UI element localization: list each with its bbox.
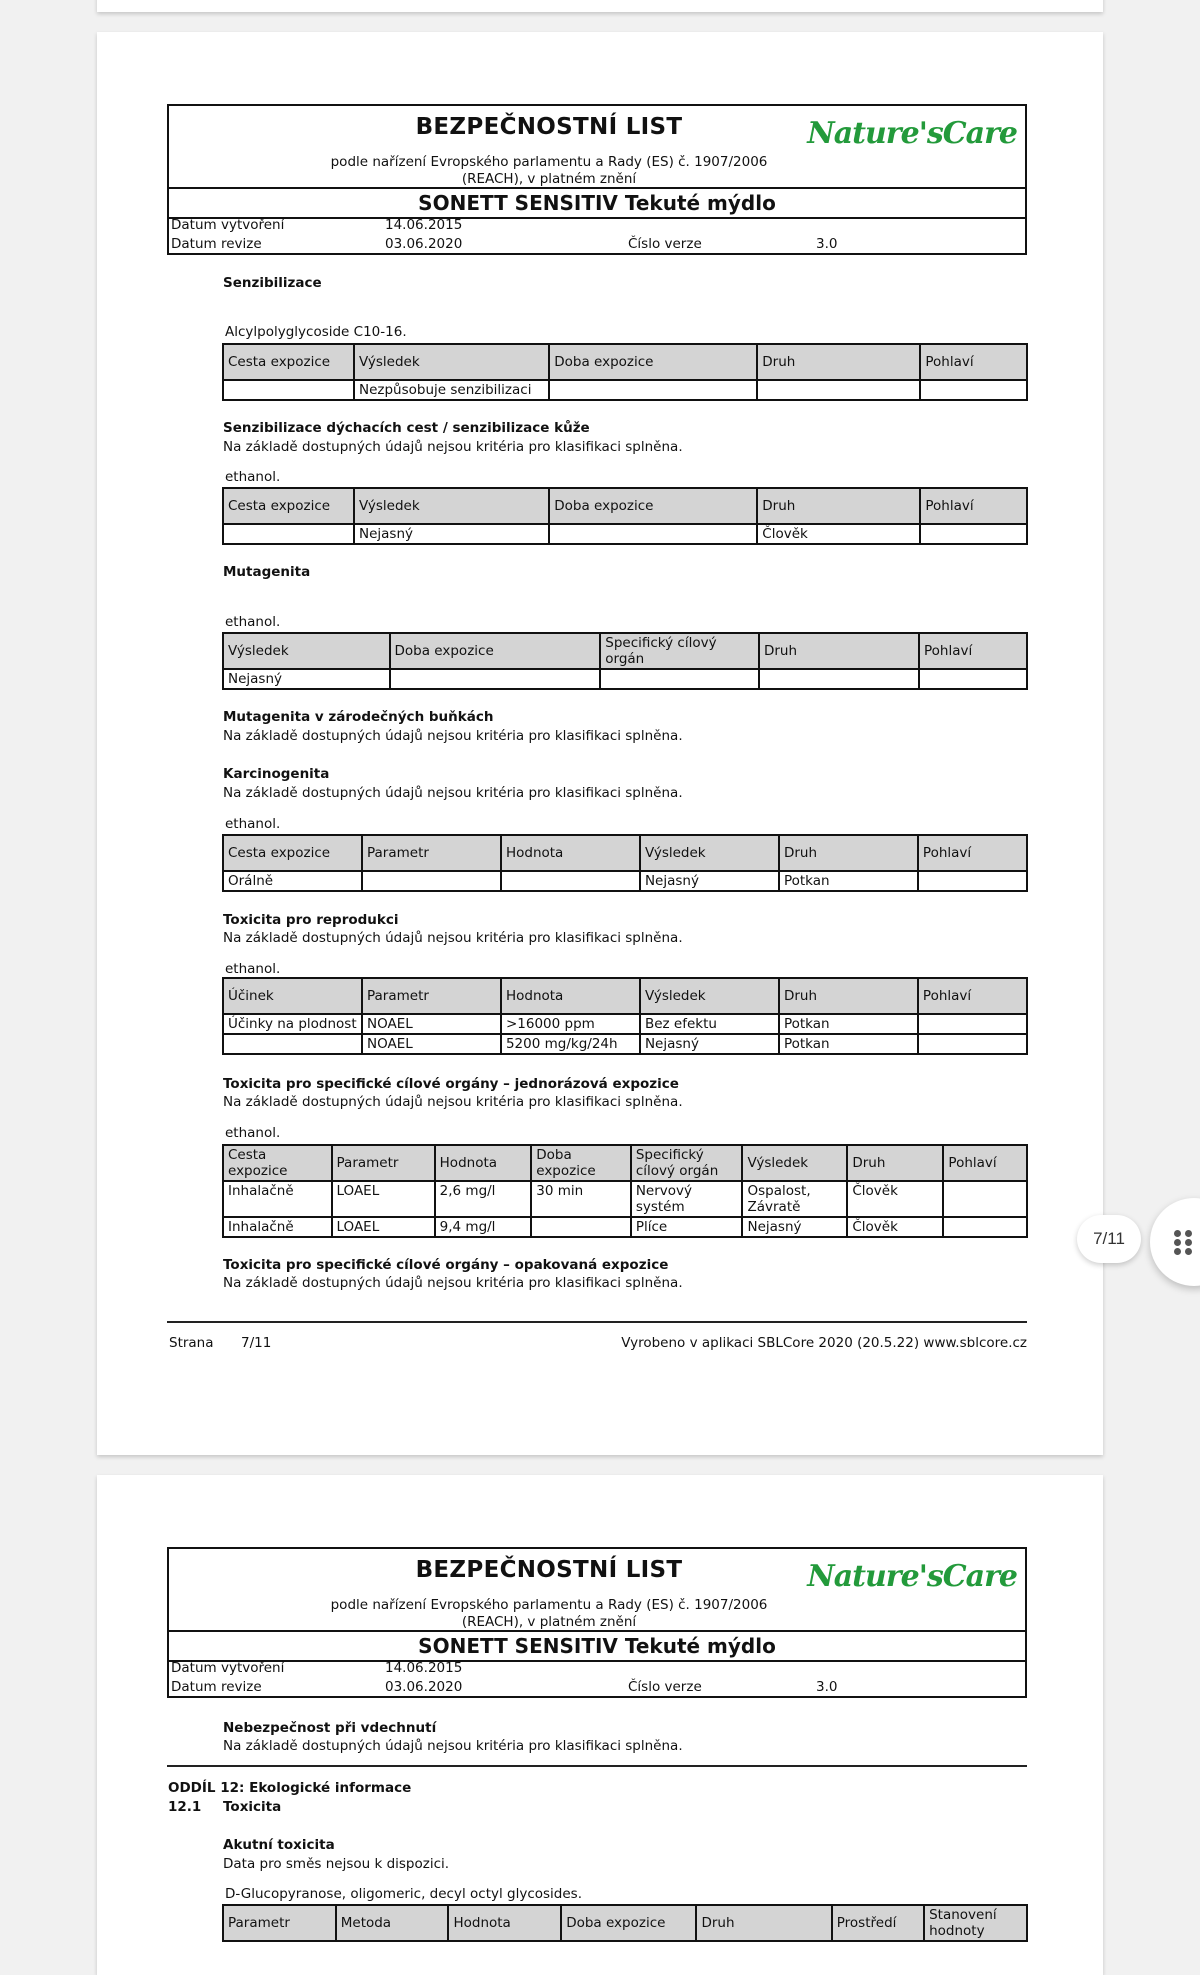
created-value: 14.06.2015 xyxy=(385,1660,463,1676)
table-header-row xyxy=(223,488,1027,524)
section-text: Na základě dostupných údajů nejsou kritéria pro klasifikaci splněna. xyxy=(223,439,683,455)
table-cell: Orálně xyxy=(223,871,362,891)
column-header: Cesta expozice xyxy=(223,835,362,871)
column-header: Druh xyxy=(757,344,920,380)
page-indicator: 7/11 xyxy=(1077,1215,1141,1263)
table-cell: 5200 mg/kg/24h xyxy=(501,1034,640,1054)
table-cell: Bez efektu xyxy=(640,1014,779,1034)
product-name: SONETT SENSITIV Tekuté mýdlo xyxy=(169,1630,1025,1662)
table-header-row xyxy=(223,1145,1027,1181)
column-header: Specifický cílový orgán xyxy=(631,1145,743,1181)
respiratory-sensitization-table xyxy=(222,487,1028,545)
table-cell xyxy=(943,1217,1027,1237)
column-header: Cesta expozice xyxy=(223,488,354,524)
table-cell: Nejasný xyxy=(640,1034,779,1054)
table-row xyxy=(223,1034,1027,1054)
section-12-title: ODDÍL 12: Ekologické informace xyxy=(168,1780,412,1796)
column-header: Doba expozice xyxy=(549,488,757,524)
created-label: Datum vytvoření xyxy=(171,1660,285,1676)
scroll-handle[interactable] xyxy=(1150,1198,1200,1286)
column-header: Výsledek xyxy=(223,633,390,669)
carcinogenicity-table xyxy=(222,834,1028,892)
table-cell: 30 min xyxy=(531,1181,631,1217)
table-header-row xyxy=(223,835,1027,871)
column-header: Výsledek xyxy=(354,488,549,524)
table-cell xyxy=(549,524,757,544)
table-row xyxy=(223,871,1027,891)
table-row xyxy=(223,1217,1027,1237)
aquatic-toxicity-table xyxy=(222,1904,1028,1942)
product-name: SONETT SENSITIV Tekuté mýdlo xyxy=(169,187,1025,219)
table-header-row xyxy=(223,344,1027,380)
stot-single-exposure-table xyxy=(222,1144,1028,1238)
revision-label: Datum revize xyxy=(171,1679,262,1695)
column-header: Druh xyxy=(779,835,918,871)
created-label: Datum vytvoření xyxy=(171,217,285,233)
column-header: Druh xyxy=(696,1905,831,1941)
table-row xyxy=(223,524,1027,544)
substance-label: Alcylpolyglycoside C10-16. xyxy=(225,324,407,340)
column-header: Pohlaví xyxy=(920,344,1027,380)
table-cell xyxy=(362,871,501,891)
table-cell: Člověk xyxy=(757,524,920,544)
table-cell: Potkan xyxy=(779,1034,918,1054)
column-header: Výsledek xyxy=(640,835,779,871)
column-header: Druh xyxy=(759,633,919,669)
table-cell: Nejasný xyxy=(640,871,779,891)
sensitization-table xyxy=(222,343,1028,401)
table-cell: NOAEL xyxy=(362,1034,501,1054)
column-header: Pohlaví xyxy=(918,835,1027,871)
table-cell xyxy=(501,871,640,891)
document-page-7 xyxy=(97,32,1103,1455)
column-header: Pohlaví xyxy=(920,488,1027,524)
column-header: Parametr xyxy=(223,1905,336,1941)
document-page-8 xyxy=(97,1475,1103,1975)
table-cell: Účinky na plodnost xyxy=(223,1014,362,1034)
table-cell: Inhalačně xyxy=(223,1181,332,1217)
column-header: Parametr xyxy=(362,835,501,871)
column-header: Doba expozice xyxy=(561,1905,696,1941)
substance-label: ethanol. xyxy=(225,961,281,977)
column-header: Hodnota xyxy=(448,1905,561,1941)
revision-label: Datum revize xyxy=(171,236,262,252)
table-cell xyxy=(223,380,354,400)
column-header: Druh xyxy=(757,488,920,524)
table-cell xyxy=(918,1014,1027,1034)
mutagenicity-table xyxy=(222,632,1028,690)
table-header-row xyxy=(223,978,1027,1014)
column-header: Výsledek xyxy=(640,978,779,1014)
table-cell xyxy=(531,1217,631,1237)
section-heading: Senzibilizace xyxy=(223,275,322,291)
table-cell: 9,4 mg/l xyxy=(435,1217,532,1237)
document-title: BEZPEČNOSTNÍ LIST xyxy=(415,1557,683,1583)
table-cell: Člověk xyxy=(847,1181,943,1217)
column-header: Cesta expozice xyxy=(223,1145,332,1181)
version-value: 3.0 xyxy=(816,236,838,252)
column-header: Výsledek xyxy=(354,344,549,380)
section-heading: Toxicita pro reprodukci xyxy=(223,912,399,928)
natures-care-logo: Nature'sCare xyxy=(807,1559,1017,1594)
column-header: Prostředí xyxy=(832,1905,924,1941)
table-cell xyxy=(390,669,601,689)
producer-note: Vyrobeno v aplikaci SBLCore 2020 (20.5.22) www.sblcore.cz xyxy=(621,1335,1027,1351)
table-cell: Člověk xyxy=(847,1217,943,1237)
section-heading: Mutagenita xyxy=(223,564,311,580)
section-text: Na základě dostupných údajů nejsou kritéria pro klasifikaci splněna. xyxy=(223,1094,683,1110)
table-cell: Potkan xyxy=(779,871,918,891)
section-text: Na základě dostupných údajů nejsou kritéria pro klasifikaci splněna. xyxy=(223,785,683,801)
document-title: BEZPEČNOSTNÍ LIST xyxy=(415,114,683,140)
table-cell: Nejasný xyxy=(354,524,549,544)
footer-divider xyxy=(167,1321,1027,1323)
revision-value: 03.06.2020 xyxy=(385,236,463,252)
table-cell: Ospalost, Závratě xyxy=(742,1181,847,1217)
document-header xyxy=(167,104,1027,255)
table-cell xyxy=(549,380,757,400)
previous-page-bottom xyxy=(97,0,1103,12)
section-text: Na základě dostupných údajů nejsou kritéria pro klasifikaci splněna. xyxy=(223,930,683,946)
section-heading: Nebezpečnost při vdechnutí xyxy=(223,1720,437,1736)
regulation-subtitle xyxy=(169,1597,929,1631)
table-row xyxy=(223,1014,1027,1034)
table-cell: LOAEL xyxy=(332,1217,435,1237)
table-cell xyxy=(918,1034,1027,1054)
table-cell: 2,6 mg/l xyxy=(435,1181,532,1217)
table-cell xyxy=(223,524,354,544)
table-cell: NOAEL xyxy=(362,1014,501,1034)
created-value: 14.06.2015 xyxy=(385,217,463,233)
table-cell: Potkan xyxy=(779,1014,918,1034)
version-label: Číslo verze xyxy=(628,236,702,252)
table-cell xyxy=(920,524,1027,544)
table-cell: Nejasný xyxy=(223,669,390,689)
table-row xyxy=(223,380,1027,400)
table-cell xyxy=(600,669,759,689)
column-header: Doba expozice xyxy=(390,633,601,669)
version-label: Číslo verze xyxy=(628,1679,702,1695)
table-cell xyxy=(223,1034,362,1054)
column-header: Účinek xyxy=(223,978,362,1014)
table-cell: LOAEL xyxy=(332,1181,435,1217)
table-cell: Nervový systém xyxy=(631,1181,743,1217)
column-header: Výsledek xyxy=(742,1145,847,1181)
subtitle-line-1: podle nařízení Evropského parlamentu a Rady (ES) č. 1907/2006 xyxy=(330,1597,768,1613)
subtitle-line-1: podle nařízení Evropského parlamentu a Rady (ES) č. 1907/2006 xyxy=(330,154,768,170)
table-cell xyxy=(943,1181,1027,1217)
column-header: Parametr xyxy=(332,1145,435,1181)
section-heading: Toxicita pro specifické cílové orgány – jednorázová expozice xyxy=(223,1076,679,1092)
section-heading: Mutagenita v zárodečných buňkách xyxy=(223,709,494,725)
substance-label: D-Glucopyranose, oligomeric, decyl octyl glycosides. xyxy=(225,1886,582,1902)
table-cell: >16000 ppm xyxy=(501,1014,640,1034)
column-header: Druh xyxy=(847,1145,943,1181)
section-heading: Karcinogenita xyxy=(223,766,330,782)
table-cell: Nejasný xyxy=(742,1217,847,1237)
table-row xyxy=(223,669,1027,689)
section-text: Na základě dostupných údajů nejsou kritéria pro klasifikaci splněna. xyxy=(223,728,683,744)
natures-care-logo: Nature'sCare xyxy=(807,116,1017,151)
table-cell xyxy=(918,871,1027,891)
document-header xyxy=(167,1547,1027,1698)
column-header: Cesta expozice xyxy=(223,344,354,380)
column-header: Pohlaví xyxy=(918,978,1027,1014)
table-cell xyxy=(920,380,1027,400)
table-cell xyxy=(757,380,920,400)
subsection-number: 12.1 xyxy=(168,1799,202,1815)
column-header: Parametr xyxy=(362,978,501,1014)
table-cell: Inhalačně xyxy=(223,1217,332,1237)
column-header: Specifický cílový orgán xyxy=(600,633,759,669)
version-value: 3.0 xyxy=(816,1679,838,1695)
substance-label: ethanol. xyxy=(225,469,281,485)
substance-label: ethanol. xyxy=(225,816,281,832)
regulation-subtitle xyxy=(169,154,929,188)
column-header: Doba expozice xyxy=(549,344,757,380)
section-text: Na základě dostupných údajů nejsou kritéria pro klasifikaci splněna. xyxy=(223,1738,683,1754)
subsection-title: Toxicita xyxy=(223,1799,282,1815)
table-cell xyxy=(919,669,1027,689)
column-header: Pohlaví xyxy=(919,633,1027,669)
substance-label: ethanol. xyxy=(225,1125,281,1141)
table-cell: Plíce xyxy=(631,1217,743,1237)
reproductive-toxicity-table xyxy=(222,977,1028,1055)
subtitle-line-2: (REACH), v platném znění xyxy=(461,171,637,187)
section-heading: Akutní toxicita xyxy=(223,1837,335,1853)
column-header: Hodnota xyxy=(501,978,640,1014)
section-heading: Senzibilizace dýchacích cest / senzibilizace kůže xyxy=(223,420,590,436)
section-heading: Toxicita pro specifické cílové orgány – opakovaná expozice xyxy=(223,1257,669,1273)
revision-value: 03.06.2020 xyxy=(385,1679,463,1695)
table-header-row xyxy=(223,1905,1027,1941)
column-header: Metoda xyxy=(336,1905,449,1941)
page-number: 7/11 xyxy=(241,1335,272,1351)
substance-label: ethanol. xyxy=(225,614,281,630)
column-header: Pohlaví xyxy=(943,1145,1027,1181)
column-header: Hodnota xyxy=(435,1145,532,1181)
column-header: Doba expozice xyxy=(531,1145,631,1181)
section-text: Data pro směs nejsou k dispozici. xyxy=(223,1856,450,1872)
column-header: Druh xyxy=(779,978,918,1014)
table-header-row xyxy=(223,633,1027,669)
table-cell xyxy=(759,669,919,689)
column-header: Hodnota xyxy=(501,835,640,871)
page-label: Strana xyxy=(169,1335,214,1351)
subtitle-line-2: (REACH), v platném znění xyxy=(461,1614,637,1630)
table-row xyxy=(223,1181,1027,1217)
table-cell: Nezpůsobuje senzibilizaci xyxy=(354,380,549,400)
column-header: Stanovení hodnoty xyxy=(924,1905,1027,1941)
section-divider xyxy=(167,1765,1027,1767)
section-text: Na základě dostupných údajů nejsou kritéria pro klasifikaci splněna. xyxy=(223,1275,683,1291)
